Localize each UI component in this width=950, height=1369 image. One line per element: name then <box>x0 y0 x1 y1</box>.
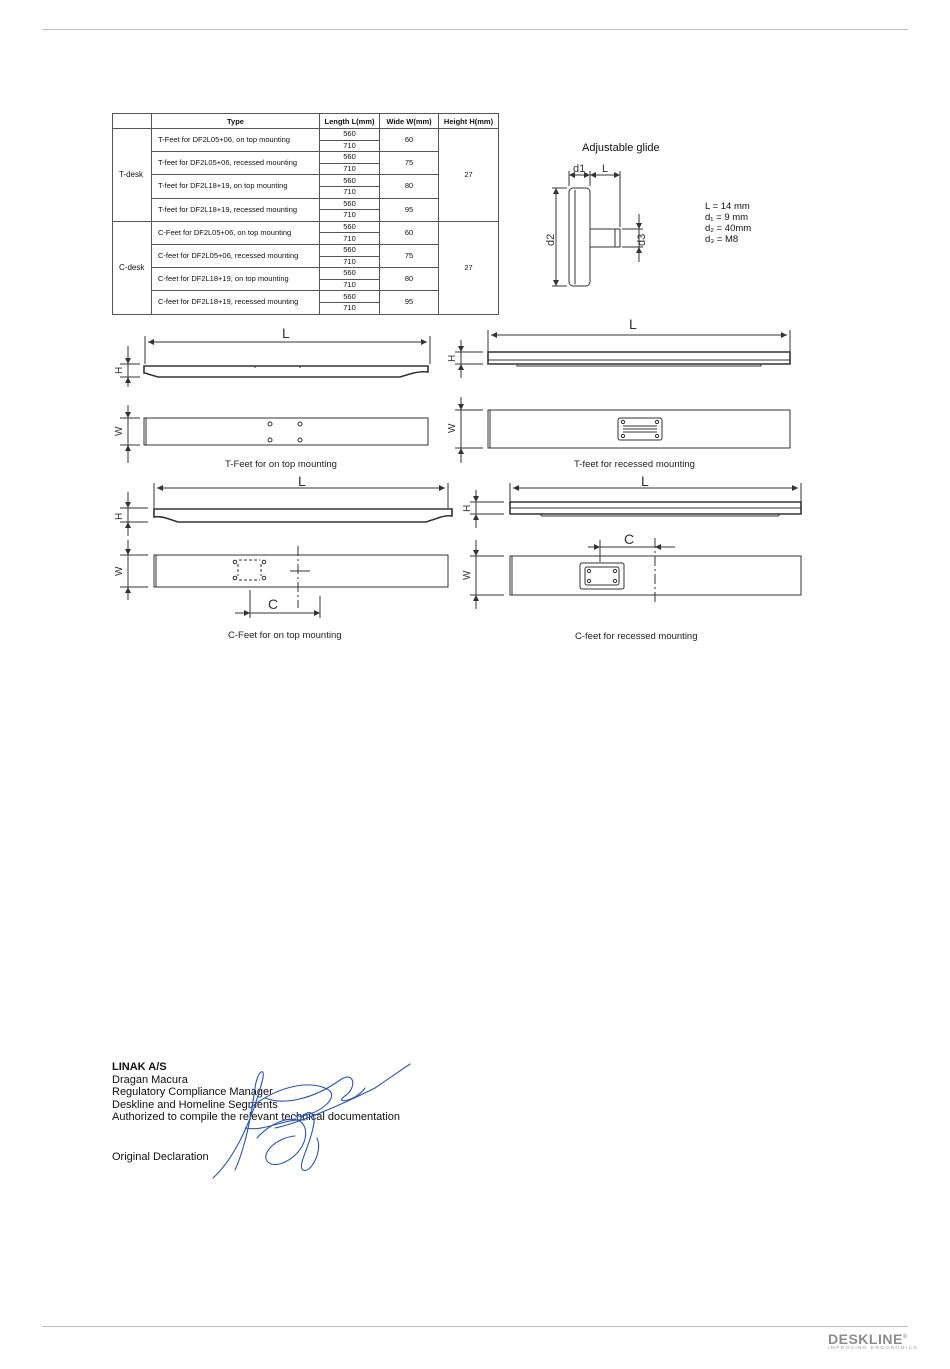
caption-t-recessed: T-feet for recessed mounting <box>574 459 695 470</box>
length-cell: 710 <box>320 233 380 245</box>
header-height: Height H(mm) <box>439 114 499 129</box>
width-cell: 75 <box>380 244 439 267</box>
width-cell: 80 <box>380 268 439 291</box>
glide-spec-L: L = 14 mm <box>705 201 750 212</box>
length-cell: 560 <box>320 152 380 164</box>
length-cell: 710 <box>320 163 380 175</box>
length-cell: 710 <box>320 279 380 291</box>
header-type: Type <box>152 114 320 129</box>
dim-label-L: L <box>629 316 637 332</box>
signatory-title: Regulatory Compliance Manager <box>112 1086 273 1099</box>
dim-label-C: C <box>268 596 279 612</box>
desk-group-cell: C-desk <box>113 221 152 314</box>
length-cell: 560 <box>320 129 380 141</box>
length-cell: 710 <box>320 186 380 198</box>
length-cell: 560 <box>320 291 380 303</box>
caption-c-top: C-Feet for on top mounting <box>228 630 342 641</box>
feet-spec-table <box>112 113 499 315</box>
glide-spec-d1: d₁ = 9 mm <box>705 212 749 223</box>
type-cell: C-feet for DF2L18+19, recessed mounting <box>152 291 320 314</box>
dim-label-C: C <box>624 531 635 547</box>
type-cell: T-Feet for DF2L05+06, on top mounting <box>152 129 320 152</box>
table-header-row <box>113 114 499 129</box>
glide-specs <box>705 201 751 245</box>
length-cell: 560 <box>320 221 380 233</box>
length-cell: 560 <box>320 198 380 210</box>
dim-label-W: W <box>462 570 473 580</box>
dim-label-L: L <box>641 473 649 489</box>
width-cell: 60 <box>380 129 439 152</box>
glide-spec-d2: d₂ = 40mm <box>705 223 752 234</box>
handwritten-signature <box>205 1058 415 1183</box>
length-cell: 710 <box>320 256 380 268</box>
length-cell: 560 <box>320 268 380 280</box>
glide-drawing <box>545 158 665 293</box>
signatory-company: LINAK A/S <box>112 1061 167 1073</box>
length-cell: 560 <box>320 244 380 256</box>
header-group <box>113 114 152 129</box>
dim-label-L: L <box>282 325 290 341</box>
bottom-rule <box>42 1326 908 1327</box>
dim-label-W: W <box>114 566 125 576</box>
type-cell: T-feet for DF2L05+06, recessed mounting <box>152 152 320 175</box>
signatory-authorization: Authorized to compile the relevant technical documentation <box>112 1111 401 1124</box>
width-cell: 95 <box>380 198 439 221</box>
caption-t-top: T-Feet for on top mounting <box>225 459 337 470</box>
length-cell: 560 <box>320 175 380 187</box>
top-rule <box>42 29 908 30</box>
type-cell: T-feet for DF2L18+19, on top mounting <box>152 175 320 198</box>
signatory-segments: Deskline and Homeline Segments <box>112 1098 278 1111</box>
caption-c-recessed: C-feet for recessed mounting <box>575 631 698 642</box>
width-cell: 75 <box>380 152 439 175</box>
table-row <box>113 129 499 141</box>
type-cell: C-Feet for DF2L05+06, on top mounting <box>152 221 320 244</box>
length-cell: 710 <box>320 302 380 314</box>
c-feet-recessed-drawing <box>460 473 810 628</box>
glide-label-d3: d3 <box>636 233 648 246</box>
width-cell: 80 <box>380 175 439 198</box>
t-feet-top-drawing <box>110 320 440 470</box>
glide-spec-d3: d₃ = M8 <box>705 234 739 245</box>
height-cell: 27 <box>439 129 499 222</box>
length-cell: 710 <box>320 210 380 222</box>
dim-label-W: W <box>114 426 125 436</box>
height-cell: 27 <box>439 221 499 314</box>
width-cell: 60 <box>380 221 439 244</box>
header-width: Wide W(mm) <box>380 114 439 129</box>
logo-brand: DESKLINE <box>828 1331 903 1347</box>
signatory-name: Dragan Macura <box>112 1073 188 1086</box>
dim-label-L: L <box>298 473 306 489</box>
glide-label-L: L <box>602 163 609 175</box>
type-cell: T-feet for DF2L18+19, recessed mounting <box>152 198 320 221</box>
header-length: Length L(mm) <box>320 114 380 129</box>
width-cell: 95 <box>380 291 439 314</box>
t-feet-recessed-drawing <box>445 316 805 470</box>
dim-label-H: H <box>447 354 458 362</box>
glide-pad <box>569 188 590 286</box>
length-cell: 710 <box>320 140 380 152</box>
glide-label-d1: d1 <box>573 163 586 175</box>
table-row <box>113 221 499 233</box>
type-cell: C-feet for DF2L18+19, on top mounting <box>152 268 320 291</box>
glide-label-d2: d2 <box>545 233 557 246</box>
dim-label-H: H <box>114 366 125 374</box>
original-declaration: Original Declaration <box>112 1151 209 1163</box>
logo-tagline: IMPROVING ERGONOMICS <box>828 1346 919 1351</box>
logo-registered: ® <box>902 1334 908 1341</box>
dim-label-H: H <box>114 512 125 520</box>
dim-label-W: W <box>447 423 458 433</box>
desk-group-cell: T-desk <box>113 129 152 222</box>
dim-label-H: H <box>462 504 473 512</box>
glide-title: Adjustable glide <box>582 142 660 154</box>
type-cell: C-feet for DF2L05+06, recessed mounting <box>152 244 320 267</box>
deskline-logo <box>828 1331 918 1351</box>
table-body <box>113 129 499 315</box>
c-feet-top-drawing <box>110 473 460 628</box>
